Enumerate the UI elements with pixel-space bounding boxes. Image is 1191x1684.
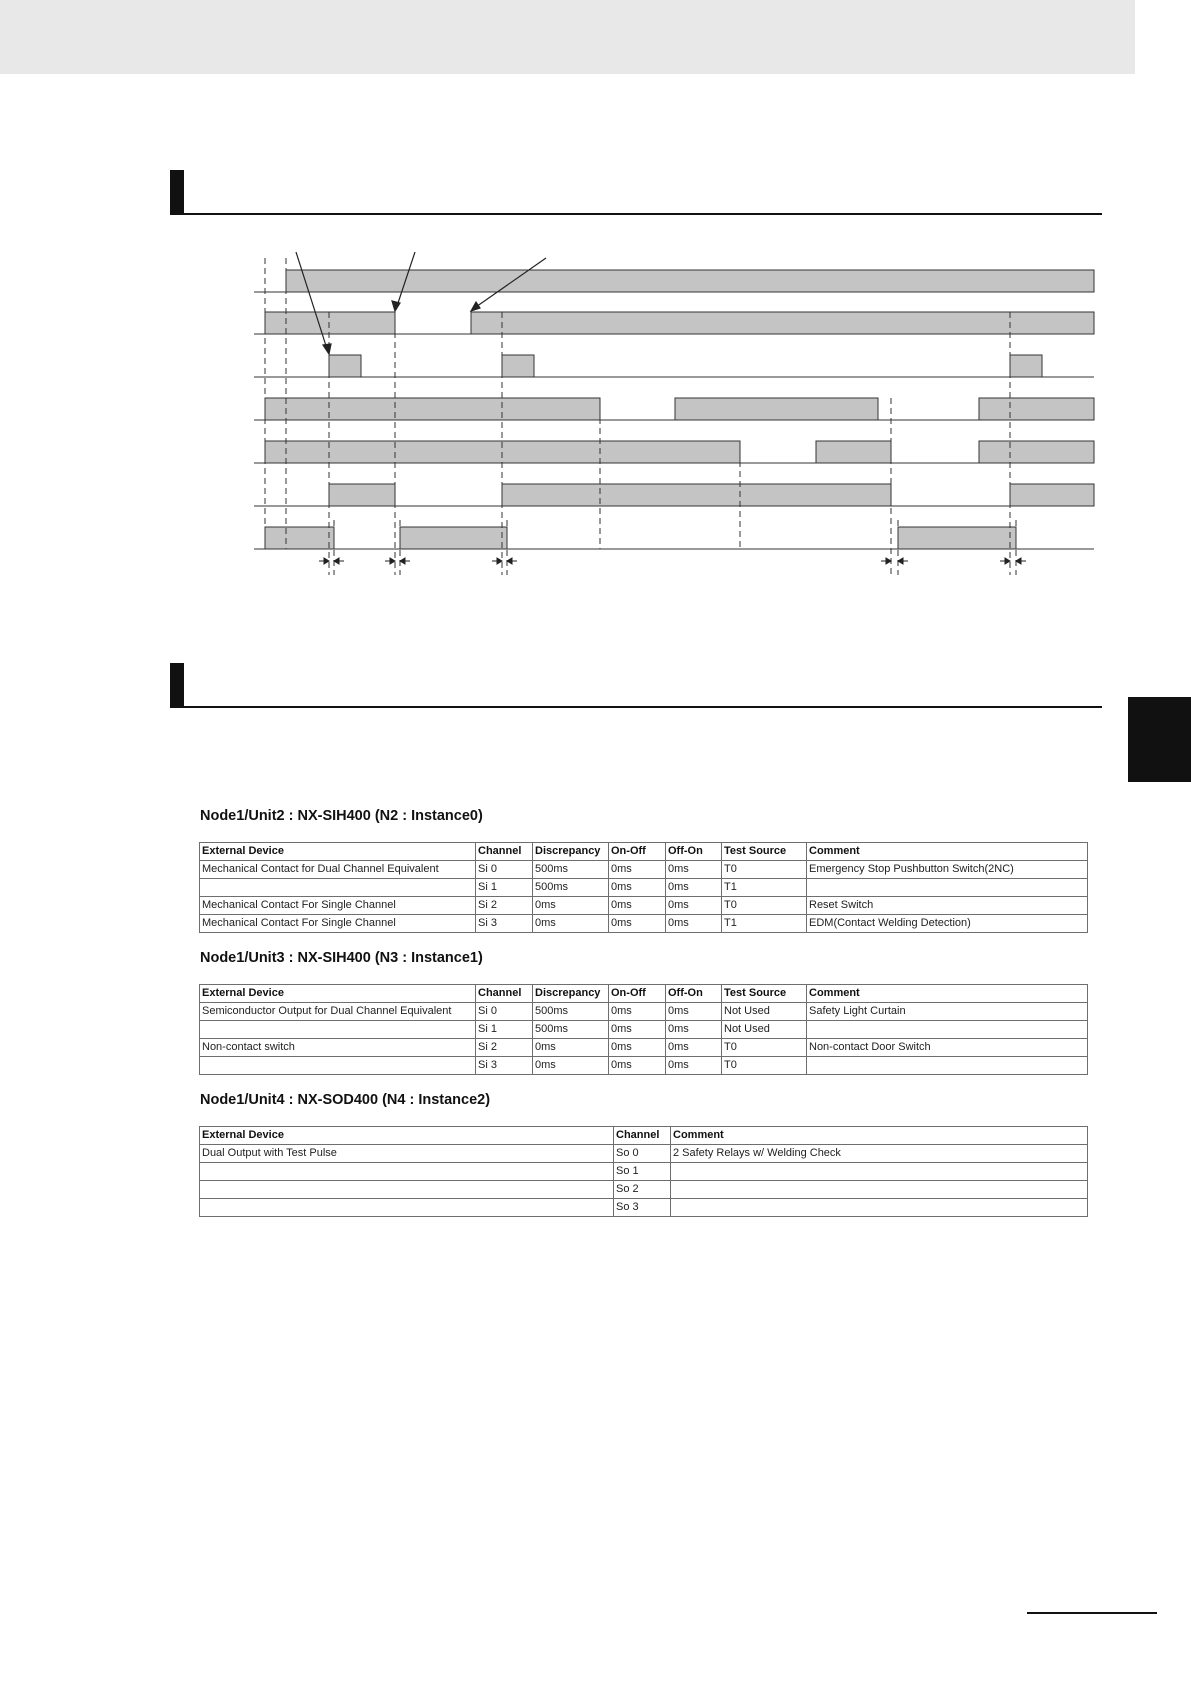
table-row bbox=[200, 1039, 1088, 1057]
table-row bbox=[200, 861, 1088, 879]
table-row bbox=[200, 1199, 1088, 1217]
column-header: Comment bbox=[807, 985, 1088, 1003]
table-cell: Semiconductor Output for Dual Channel Equivalent bbox=[200, 1003, 476, 1021]
signal-pulse-3a bbox=[329, 355, 361, 377]
table-cell: Reset Switch bbox=[807, 897, 1088, 915]
table-row bbox=[200, 1145, 1088, 1163]
signal-waveform-5c bbox=[979, 441, 1094, 463]
column-header: Channel bbox=[476, 843, 533, 861]
table-cell: So 2 bbox=[614, 1181, 671, 1199]
table-cell: Mechanical Contact For Single Channel bbox=[200, 897, 476, 915]
table-cell: 0ms bbox=[666, 1003, 722, 1021]
section-heading-marker bbox=[170, 663, 184, 708]
table-cell bbox=[671, 1199, 1088, 1217]
table-cell bbox=[671, 1163, 1088, 1181]
table-cell bbox=[807, 1021, 1088, 1039]
table-cell: 0ms bbox=[609, 897, 666, 915]
table-cell: 0ms bbox=[609, 1021, 666, 1039]
table-header-row bbox=[200, 1127, 1088, 1145]
table-cell: 0ms bbox=[666, 1039, 722, 1057]
signal-waveform-1 bbox=[286, 270, 1094, 292]
page-header-band bbox=[0, 0, 1135, 74]
section-heading-marker bbox=[170, 170, 184, 215]
table-cell: 0ms bbox=[609, 1057, 666, 1075]
table-cell: So 3 bbox=[614, 1199, 671, 1217]
table-cell: 0ms bbox=[609, 915, 666, 933]
table-header-row bbox=[200, 843, 1088, 861]
table-cell: 0ms bbox=[609, 861, 666, 879]
column-header: Test Source bbox=[722, 985, 807, 1003]
table-row bbox=[200, 1021, 1088, 1039]
signal-waveform-7a bbox=[265, 527, 334, 549]
column-header: On-Off bbox=[609, 985, 666, 1003]
table-cell bbox=[671, 1181, 1088, 1199]
delay-time-markers bbox=[319, 558, 1026, 564]
table-cell: Si 1 bbox=[476, 879, 533, 897]
table-cell bbox=[200, 1021, 476, 1039]
column-header: Off-On bbox=[666, 843, 722, 861]
table-cell: 0ms bbox=[533, 1039, 609, 1057]
table-cell: 0ms bbox=[609, 879, 666, 897]
column-header: Off-On bbox=[666, 985, 722, 1003]
table-cell: 0ms bbox=[666, 1021, 722, 1039]
table-row bbox=[200, 1057, 1088, 1075]
table-cell: T0 bbox=[722, 1039, 807, 1057]
table-cell: 500ms bbox=[533, 879, 609, 897]
table-cell: Si 3 bbox=[476, 1057, 533, 1075]
table-cell: Si 1 bbox=[476, 1021, 533, 1039]
table-cell: 0ms bbox=[609, 1039, 666, 1057]
column-header: External Device bbox=[200, 843, 476, 861]
table-row bbox=[200, 897, 1088, 915]
signal-waveform-4b bbox=[675, 398, 878, 420]
table-cell: Non-contact switch bbox=[200, 1039, 476, 1057]
signal-waveform-7c bbox=[898, 527, 1016, 549]
table-cell bbox=[200, 1163, 614, 1181]
section-heading-settings bbox=[170, 663, 1102, 708]
table-cell: T0 bbox=[722, 1057, 807, 1075]
table-cell bbox=[807, 879, 1088, 897]
table-row bbox=[200, 1163, 1088, 1181]
column-header: Channel bbox=[614, 1127, 671, 1145]
column-header: Discrepancy bbox=[533, 985, 609, 1003]
column-header: Comment bbox=[671, 1127, 1088, 1145]
column-header: Comment bbox=[807, 843, 1088, 861]
table-cell: 500ms bbox=[533, 1021, 609, 1039]
unit-title-n2: Node1/Unit2 : NX-SIH400 (N2 : Instance0) bbox=[200, 808, 483, 824]
table-cell: Si 0 bbox=[476, 861, 533, 879]
table-cell: 500ms bbox=[533, 1003, 609, 1021]
table-cell: Safety Light Curtain bbox=[807, 1003, 1088, 1021]
column-header: Test Source bbox=[722, 843, 807, 861]
signal-waveform-4a bbox=[265, 398, 600, 420]
signal-waveform-2b bbox=[471, 312, 1094, 334]
section-heading-timing-chart bbox=[170, 170, 1102, 215]
table-cell: Si 2 bbox=[476, 1039, 533, 1057]
table-cell: EDM(Contact Welding Detection) bbox=[807, 915, 1088, 933]
table-cell: Si 0 bbox=[476, 1003, 533, 1021]
table-cell: Mechanical Contact for Dual Channel Equivalent bbox=[200, 861, 476, 879]
table-cell: Not Used bbox=[722, 1021, 807, 1039]
table-cell bbox=[200, 1199, 614, 1217]
table-cell bbox=[200, 1181, 614, 1199]
signal-pulse-3c bbox=[1010, 355, 1042, 377]
table-cell: 0ms bbox=[533, 897, 609, 915]
table-cell bbox=[807, 1057, 1088, 1075]
column-header: External Device bbox=[200, 985, 476, 1003]
table-cell: Non-contact Door Switch bbox=[807, 1039, 1088, 1057]
page-footer-rule bbox=[1027, 1612, 1157, 1614]
signal-waveform-5b bbox=[816, 441, 891, 463]
table-cell: 0ms bbox=[533, 1057, 609, 1075]
table-cell: Si 2 bbox=[476, 897, 533, 915]
unit-title-n3: Node1/Unit3 : NX-SIH400 (N3 : Instance1) bbox=[200, 950, 483, 966]
table-cell: T1 bbox=[722, 879, 807, 897]
signal-waveform-7b bbox=[400, 527, 507, 549]
table-cell: T0 bbox=[722, 897, 807, 915]
table-cell bbox=[200, 1057, 476, 1075]
table-row bbox=[200, 879, 1088, 897]
signal-waveform-4c bbox=[979, 398, 1094, 420]
table-cell: T1 bbox=[722, 915, 807, 933]
table-cell: Emergency Stop Pushbutton Switch(2NC) bbox=[807, 861, 1088, 879]
table-cell: So 1 bbox=[614, 1163, 671, 1181]
unit-title-n4: Node1/Unit4 : NX-SOD400 (N4 : Instance2) bbox=[200, 1092, 491, 1108]
timing-chart bbox=[248, 250, 1096, 580]
table-cell: Si 3 bbox=[476, 915, 533, 933]
table-row bbox=[200, 915, 1088, 933]
safety-output-table-n4 bbox=[199, 1126, 1088, 1217]
table-cell: 0ms bbox=[666, 879, 722, 897]
signal-waveform-6a bbox=[329, 484, 395, 506]
safety-input-table-n3 bbox=[199, 984, 1088, 1075]
signal-waveform-6c bbox=[1010, 484, 1094, 506]
table-cell: Dual Output with Test Pulse bbox=[200, 1145, 614, 1163]
column-header: Channel bbox=[476, 985, 533, 1003]
table-cell: 500ms bbox=[533, 861, 609, 879]
signal-waveform-6b bbox=[502, 484, 891, 506]
column-header: On-Off bbox=[609, 843, 666, 861]
table-cell: So 0 bbox=[614, 1145, 671, 1163]
safety-input-table-n2 bbox=[199, 842, 1088, 933]
table-row bbox=[200, 1003, 1088, 1021]
table-row bbox=[200, 1181, 1088, 1199]
signal-waveform-2a bbox=[265, 312, 395, 334]
table-cell: 0ms bbox=[666, 897, 722, 915]
chapter-side-tab bbox=[1128, 697, 1191, 782]
column-header: External Device bbox=[200, 1127, 614, 1145]
table-header-row bbox=[200, 985, 1088, 1003]
table-cell: Mechanical Contact For Single Channel bbox=[200, 915, 476, 933]
table-cell: 0ms bbox=[666, 915, 722, 933]
table-cell: T0 bbox=[722, 861, 807, 879]
annotation-arrows bbox=[296, 252, 546, 354]
table-cell: 0ms bbox=[533, 915, 609, 933]
column-header: Discrepancy bbox=[533, 843, 609, 861]
table-cell: Not Used bbox=[722, 1003, 807, 1021]
table-cell: 0ms bbox=[666, 861, 722, 879]
table-cell: 0ms bbox=[609, 1003, 666, 1021]
signal-pulse-3b bbox=[502, 355, 534, 377]
table-cell: 2 Safety Relays w/ Welding Check bbox=[671, 1145, 1088, 1163]
table-cell: 0ms bbox=[666, 1057, 722, 1075]
table-cell bbox=[200, 879, 476, 897]
